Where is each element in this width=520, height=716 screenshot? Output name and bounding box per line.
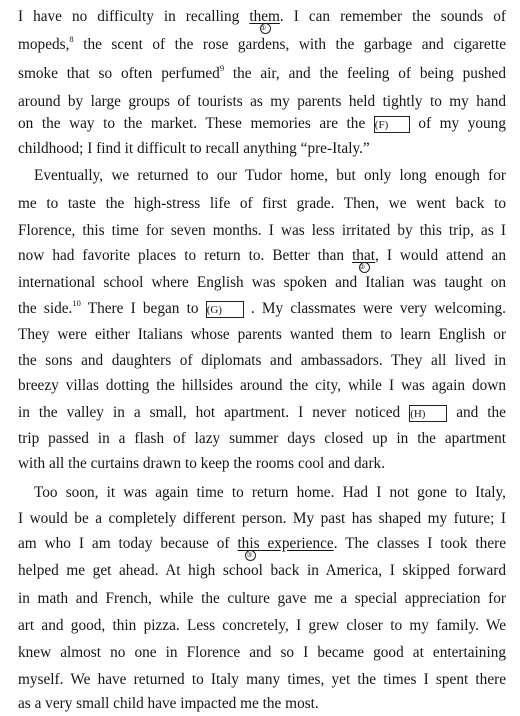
- paragraph2-line1: Eventually, we returned to our Tudor home, but only long enough for: [34, 167, 506, 184]
- marker-1: ①: [260, 23, 271, 34]
- paragraph2-line4: now had favorite places to return to. Better than that ② , I would attend an: [18, 247, 506, 271]
- footnote-10: 10: [72, 298, 81, 308]
- paragraph2-line9: breezy villas dotting the hillsides around the city, while I was again down: [18, 377, 506, 394]
- paragraph3-line9: as a very small child have impacted me the most.: [18, 695, 319, 712]
- paragraph1-line1: I have no difficulty in recalling them ① . I can remember the sounds of: [18, 8, 506, 32]
- paragraph3-line6: art and good, thin pizza. Less concretely, I grew closer to my family. We: [18, 617, 506, 634]
- paragraph3-line7: knew almost no one in Florence and so I became good at entertaining: [18, 644, 506, 661]
- paragraph2-line8: the sons and daughters of diplomats and ambassadors. They all lived in: [18, 352, 506, 369]
- paragraph2-line6: the side.$^{10}$ There I began to (G) . My classmates were very welcoming.: [18, 298, 506, 317]
- paragraph2-line2: me to taste the high-stress life of first grade. Then, we went back to: [18, 195, 506, 212]
- underlined-that: that ②: [352, 247, 376, 271]
- paragraph1-line3: smoke that so often perfumed$^9$ the air, and the feeling of being pushed: [18, 63, 506, 82]
- paragraph2-line5: international school where English was spoken and Italian was taught on: [18, 274, 506, 291]
- blank-box-h: (H): [409, 405, 447, 422]
- underlined-this-experience: this experience ③: [237, 535, 334, 559]
- paragraph1-line6: childhood; I find it difficult to recall anything “pre-Italy.”: [18, 140, 370, 157]
- blank-box-g: (G): [206, 301, 244, 318]
- footnote-8: 8: [69, 34, 74, 44]
- paragraph2-line12: with all the curtains drawn to keep the rooms cool and dark.: [18, 455, 386, 472]
- paragraph1-line5: on the way to the market. These memories are the (F) of my young: [18, 115, 506, 132]
- paragraph2-line11: trip passed in a flash of lazy summer days closed up in the apartment: [18, 430, 506, 447]
- blank-box-f: (F): [374, 116, 410, 133]
- underlined-them: them ①: [249, 8, 280, 32]
- paragraph3-line5: in math and French, while the culture gave me a special appreciation for: [18, 590, 506, 607]
- paragraph2-line3: Florence, this time for seven months. I was less irritated by this trip, as I: [18, 222, 506, 239]
- paragraph2-line7: They were either Italians whose parents wanted them to learn English or: [18, 326, 506, 343]
- paragraph3-line3: am who I am today because of this experience ③ . The classes I took there: [18, 535, 506, 559]
- paragraph3-line8: myself. We have returned to Italy many times, yet the times I spent there: [18, 671, 506, 688]
- paragraph3-line1: Too soon, it was again time to return home. Had I not gone to Italy,: [34, 484, 506, 501]
- paragraph1-line4: around by large groups of tourists as my parents held tightly to my hand: [18, 93, 506, 110]
- paragraph3-line2: I would be a completely different person. My past has shaped my future; I: [18, 510, 506, 527]
- paragraph2-line10: in the valley in a small, hot apartment. I never noticed (H) and the: [18, 404, 506, 421]
- footnote-9: 9: [219, 63, 225, 73]
- paragraph1-line2: mopeds,$^8$ the scent of the rose gardens, with the garbage and cigarette: [18, 34, 506, 53]
- paragraph3-line4: helped me get ahead. At high school back in America, I skipped forward: [18, 562, 506, 579]
- marker-3: ③: [245, 550, 256, 561]
- marker-2: ②: [359, 262, 370, 273]
